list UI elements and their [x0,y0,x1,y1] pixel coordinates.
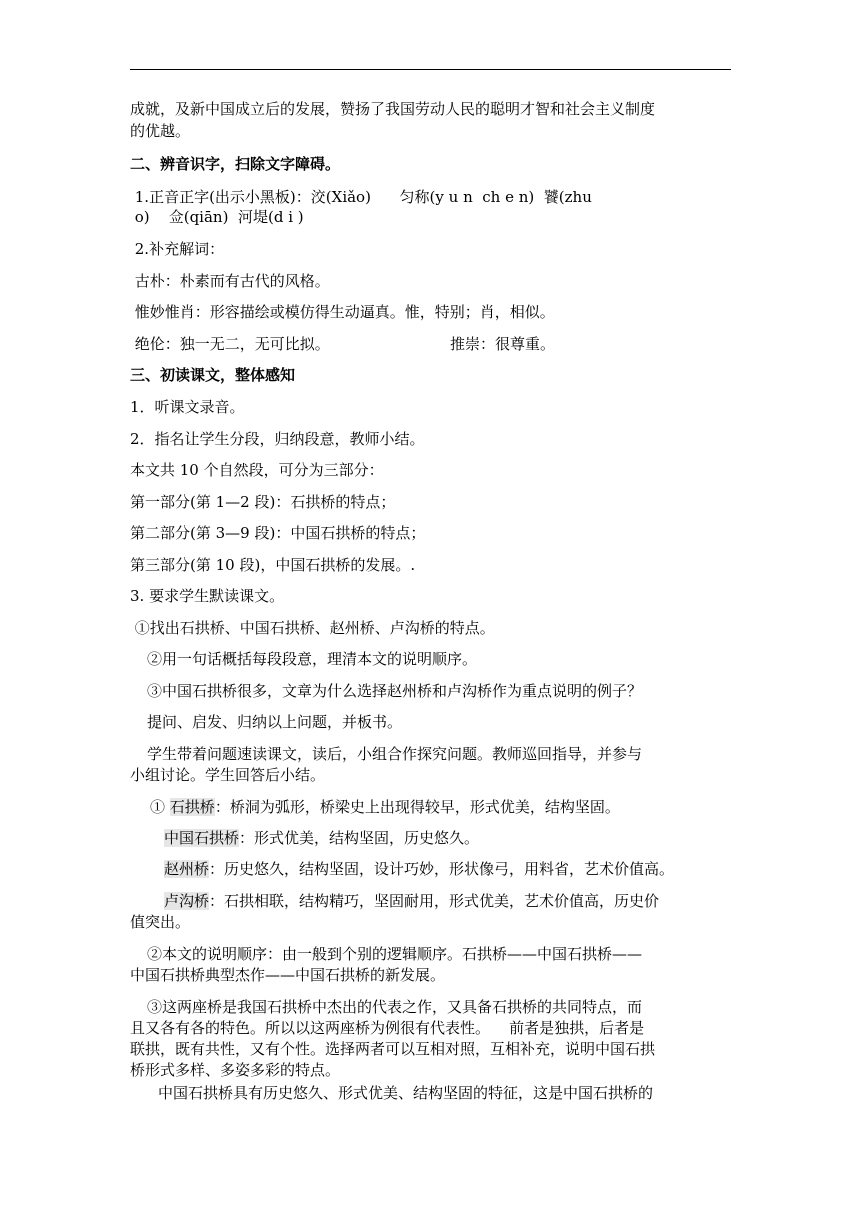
paragraph-line: 古朴：朴素而有古代的风格。 [130,272,330,290]
paragraph-line: 惟妙惟肖：形容描绘或模仿得生动逼真。惟，特别；肖，相似。 [130,303,555,321]
paragraph-line: ②本文的说明顺序：由一般到个别的逻辑顺序。石拱桥——中国石拱桥—— [147,945,643,963]
paragraph-line: 2.补充解词： [130,240,225,258]
paragraph-line: 绝伦：独一无二，无可比拟。 [130,335,330,353]
paragraph-line: 学生带着问题速读课文，读后，小组合作探究问题。教师巡回指导，并参与 [147,745,643,763]
header-divider [130,69,731,70]
paragraph-line: ③中国石拱桥很多，文章为什么选择赵州桥和卢沟桥作为重点说明的例子？ [147,682,643,700]
paragraph-line: 成就，及新中国成立后的发展，赞扬了我国劳动人民的聪明才智和社会主义制度 [130,100,656,118]
paragraph-line: 且又各有各的特色。所以以这两座桥为例很有代表性。 前者是独拱，后者是 [130,1019,645,1037]
paragraph-line: ①找出石拱桥、中国石拱桥、赵州桥、卢沟桥的特点。 [130,619,495,637]
term-highlight: 赵州桥 [164,860,210,878]
summary-line [164,859,674,879]
paragraph-line: ③这两座桥是我国石拱桥中杰出的代表之作，又具备石拱桥的共同特点，而 [147,998,643,1016]
summary-line [164,891,659,911]
paragraph-line: 推崇：很尊重。 [450,335,556,353]
paragraph-line: o) 佥(qiān) 河堤(d i ) [130,208,304,226]
paragraph-line: 中国石拱桥具有历史悠久、形式优美、结构坚固的特征，这是中国石拱桥的 [158,1084,654,1102]
paragraph-line: 中国石拱桥典型杰作——中国石拱桥的新发展。 [130,966,446,984]
paragraph-line: 1.正音正字(出示小黑板)：洨(Xiǎo) 匀称(y u n ch e n) 饕(zhu [130,188,592,206]
paragraph-line: 第一部分(第 1—2 段)：石拱桥的特点； [130,493,396,511]
section-heading: 三、初读课文，整体感知 [130,366,296,384]
paragraph-line: 1．听课文录音。 [130,398,245,416]
term-highlight: 中国石拱桥 [164,829,240,847]
paragraph-line: 本文共 10 个自然段，可分为三部分： [130,461,384,479]
paragraph-line: 3. 要求学生默读课文。 [130,587,285,605]
term-description: ：桥洞为弧形，桥梁史上出现得较早，形式优美，结构坚固。 [214,798,620,816]
term-highlight: 石拱桥 [169,798,215,816]
paragraph-line: 2．指名让学生分段，归纳段意，教师小结。 [130,430,425,448]
paragraph-line: 提问、启发、归纳以上问题，并板书。 [147,713,403,731]
item-number: ① [150,798,166,816]
paragraph-line: 桥形式多样、多姿多彩的特点。 [130,1061,341,1079]
paragraph-line: 联拱，既有共性，又有个性。选择两者可以互相对照，互相补充，说明中国石拱 [130,1040,656,1058]
term-description: ：历史悠久，结构坚固，设计巧妙，形状像弓，用料省，艺术价值高。 [209,860,675,878]
term-description: ：形式优美，结构坚固，历史悠久。 [239,829,480,847]
summary-line [164,828,479,848]
section-heading: 二、辨音识字，扫除文字障碍。 [130,155,341,173]
paragraph-line: 第三部分(第 10 段)，中国石拱桥的发展。. [130,556,416,574]
summary-line [150,797,620,817]
term-description: ：石拱相联，结构精巧，坚固耐用，形式优美，艺术价值高，历史价 [209,892,660,910]
paragraph-line: 小组讨论。学生回答后小结。 [130,766,326,784]
paragraph-line: 第二部分(第 3—9 段)：中国石拱桥的特点； [130,524,426,542]
term-highlight: 卢沟桥 [164,892,210,910]
paragraph-line: 的优越。 [130,122,191,140]
paragraph-line: 值突出。 [130,913,191,931]
paragraph-line: ②用一句话概括每段段意，理清本文的说明顺序。 [147,650,478,668]
